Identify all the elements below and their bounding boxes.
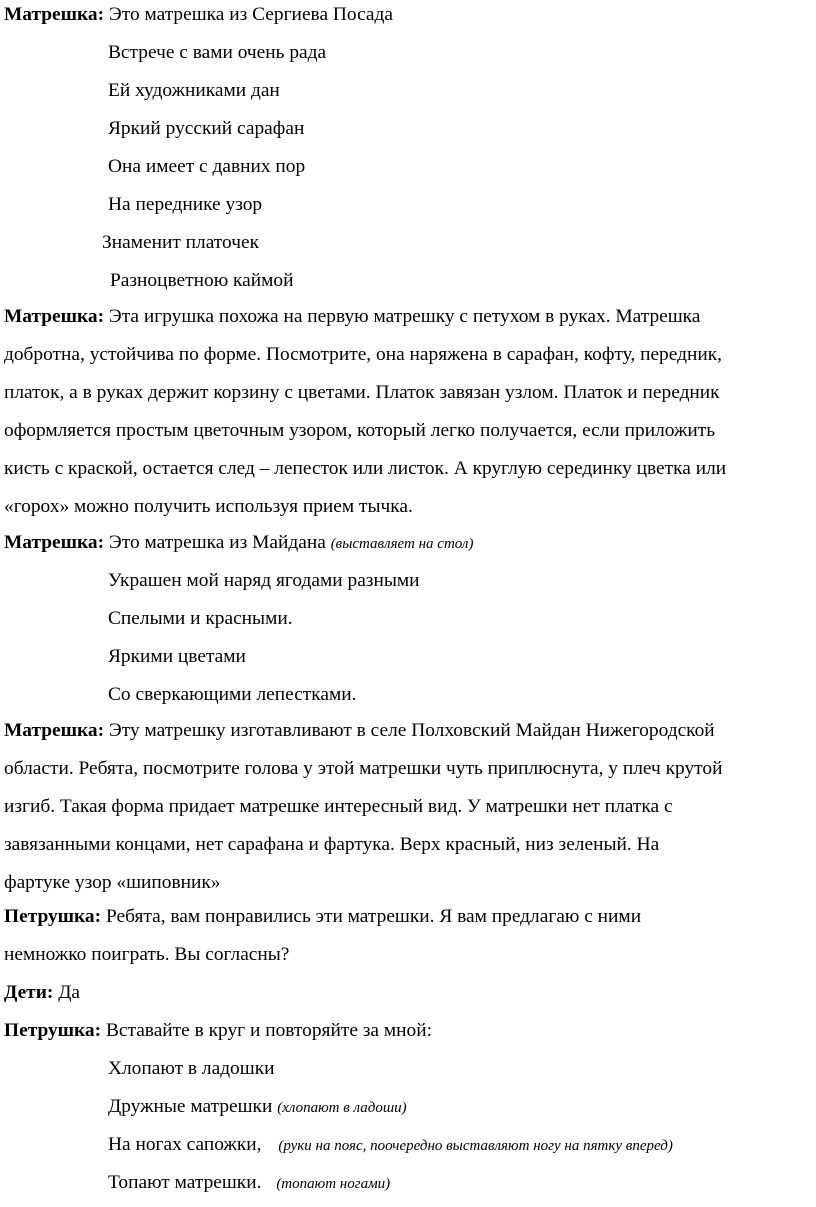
verse-line: Она имеет с давних пор [108, 156, 306, 177]
verse-line: Ей художниками дан [108, 80, 280, 101]
speaker-label: Матрешка: [4, 720, 105, 741]
verse-line: Встрече с вами очень рада [108, 42, 327, 63]
prose-line: кисть с краской, остается след – лепесток или листок. А круглую серединку цветка или [4, 458, 727, 479]
stage-direction: (руки на пояс, поочередно выставляют ногу на пятку вперед) [278, 1138, 673, 1154]
verse-line: Разноцветною каймой [110, 270, 294, 291]
verse-line: Яркими цветами [108, 646, 246, 667]
stage-direction: (топают ногами) [276, 1176, 391, 1192]
stage-direction: (выставляет на стол) [330, 536, 474, 552]
speech-text: Это матрешка из Сергиева Посада [108, 4, 394, 25]
speaker-label: Дети: [4, 982, 54, 1003]
prose-line: добротна, устойчива по форме. Посмотрите, она наряжена в сарафан, кофту, передник, [4, 344, 722, 365]
prose-line: фартуке узор «шиповник» [4, 872, 221, 893]
verse-text: Дружные матрешки [108, 1096, 273, 1117]
speaker-label: Петрушка: [4, 906, 102, 927]
speech-text: Эта игрушка похожа на первую матрешку с петухом в руках. Матрешка [108, 306, 701, 327]
verse-line [108, 1095, 407, 1120]
verse-line: На переднике узор [108, 194, 263, 215]
verse-line: Яркий русский сарафан [108, 118, 305, 139]
speech-text: Ребята, вам понравились эти матрешки. Я вам предлагаю с ними [105, 906, 642, 927]
verse-text: Топают матрешки. [108, 1172, 262, 1193]
prose-line: изгиб. Такая форма придает матрешке интересный вид. У матрешки нет платка с [4, 796, 673, 817]
speaker-label: Матрешка: [4, 4, 105, 25]
prose-line: области. Ребята, посмотрите голова у этой матрешки чуть приплюснута, у плеч крутой [4, 758, 723, 779]
dialogue-line [4, 1019, 432, 1043]
dialogue-line [4, 531, 473, 556]
speech-text: Это матрешка из Майдана [108, 532, 326, 553]
verse-line [108, 1171, 390, 1196]
speech-text: Да [58, 982, 81, 1003]
verse-text: На ногах сапожки, [108, 1134, 262, 1155]
prose-line: платок, а в руках держит корзину с цветами. Платок завязан узлом. Платок и передник [4, 382, 720, 403]
prose-line: немножко поиграть. Вы согласны? [4, 944, 290, 965]
dialogue-line [4, 3, 393, 27]
speech-text: Эту матрешку изготавливают в селе Полховский Майдан Нижегородской [108, 720, 715, 741]
verse-line [108, 1133, 673, 1158]
speaker-label: Матрешка: [4, 306, 105, 327]
prose-line: завязанными концами, нет сарафана и фартука. Верх красный, низ зеленый. На [4, 834, 660, 855]
verse-line: Знаменит платочек [102, 232, 259, 253]
dialogue-line [4, 305, 700, 329]
speech-text: Вставайте в круг и повторяйте за мной: [105, 1020, 432, 1041]
dialogue-line [4, 719, 715, 743]
stage-direction: (хлопают в ладоши) [277, 1100, 407, 1116]
verse-line: Спелыми и красными. [108, 608, 293, 629]
verse-line: Украшен мой наряд ягодами разными [108, 570, 420, 591]
speaker-label: Матрешка: [4, 532, 105, 553]
prose-line: оформляется простым цветочным узором, который легко получается, если приложить [4, 420, 716, 441]
verse-line: Со сверкающими лепестками. [108, 684, 357, 705]
dialogue-line [4, 981, 80, 1005]
prose-line: «горох» можно получить используя прием тычка. [4, 496, 413, 517]
speaker-label: Петрушка: [4, 1020, 102, 1041]
verse-line: Хлопают в ладошки [108, 1058, 275, 1079]
dialogue-line [4, 905, 641, 929]
